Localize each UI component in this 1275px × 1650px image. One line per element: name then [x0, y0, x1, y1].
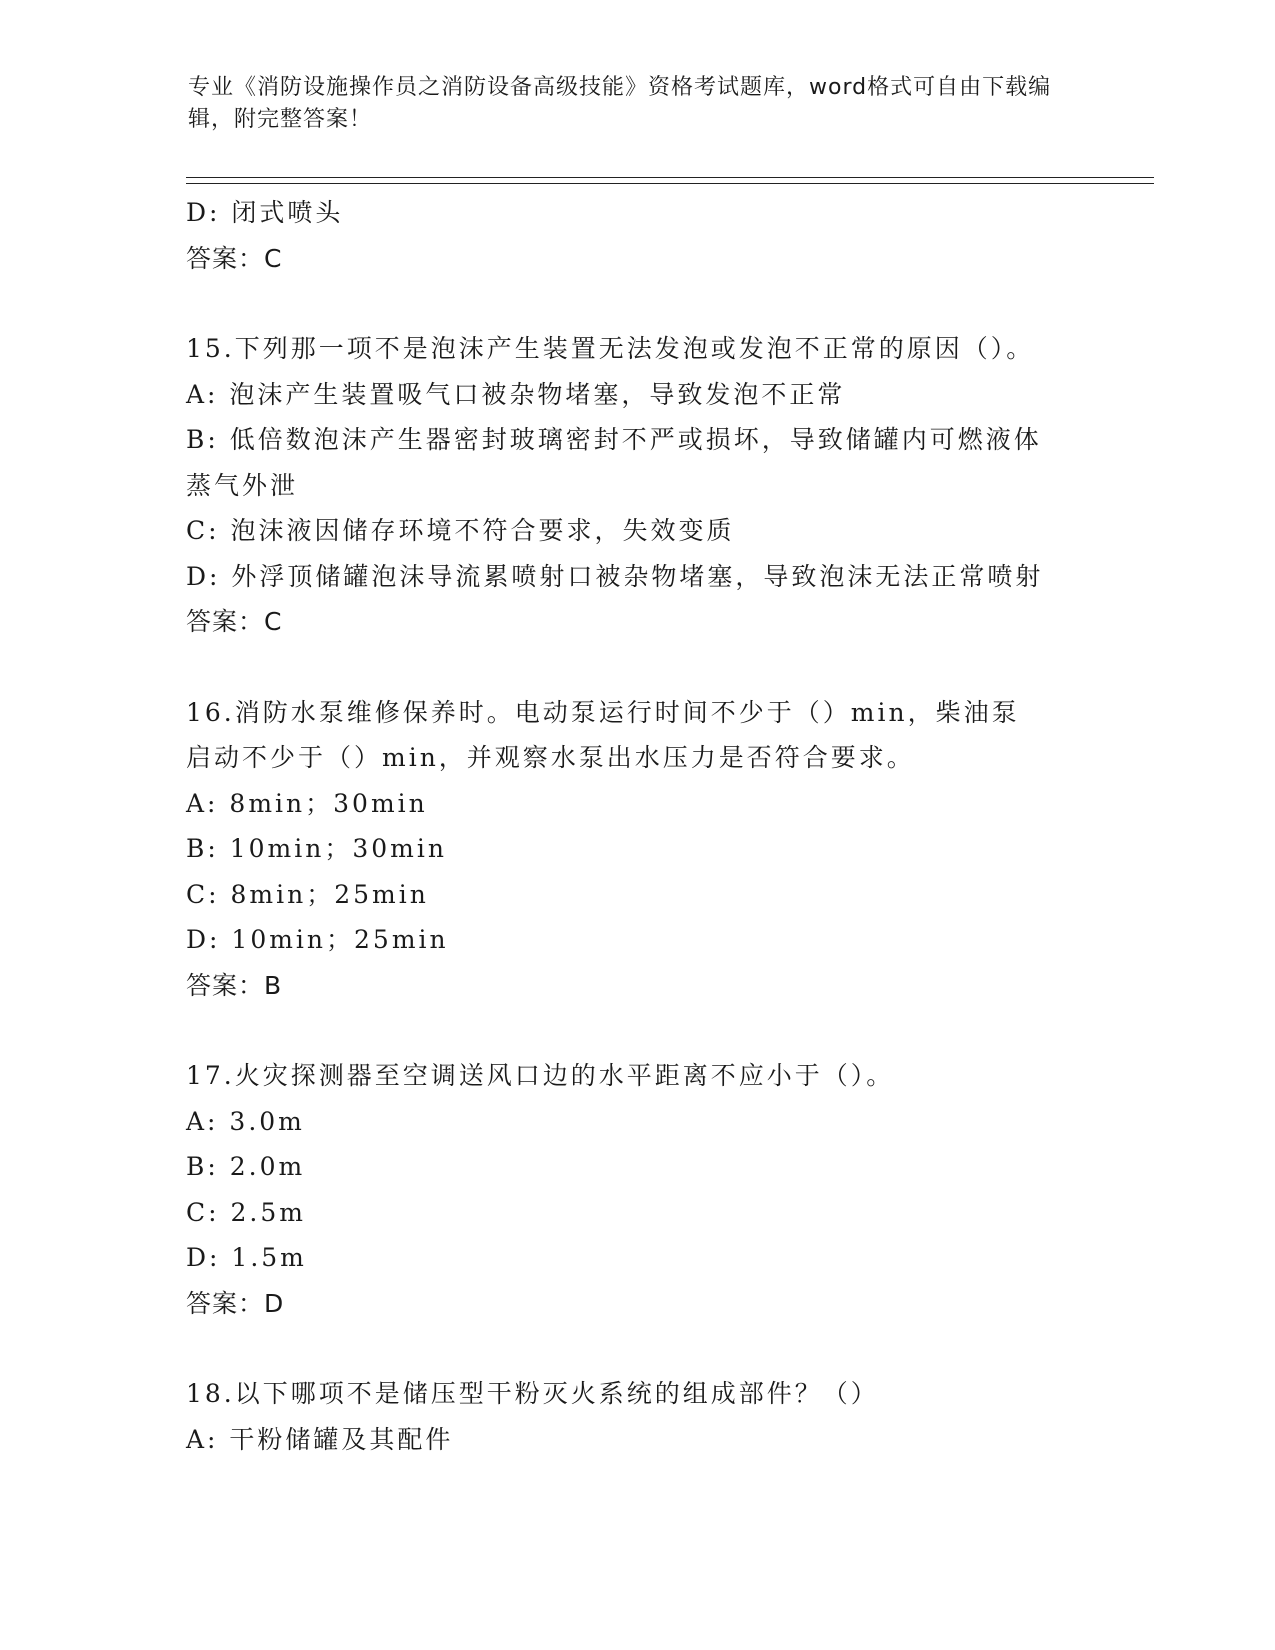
- option-c: C: 2.5m: [186, 1197, 306, 1227]
- question-17: [186, 1053, 1086, 1326]
- header-rule-bottom: [186, 183, 1154, 184]
- option-a: A: 干粉储罐及其配件: [186, 1424, 454, 1454]
- question-15: [186, 326, 1086, 645]
- page-header: 专业《消防设施操作员之消防设备高级技能》资格考试题库，word格式可自由下载编辑，附完整答案！: [188, 75, 1052, 132]
- option-c: C: 8min；25min: [186, 879, 429, 909]
- question-stem: 16.消防水泵维修保养时。电动泵运行时间不少于（）min，柴油泵启动不少于（）min，并观察水泵出水压力是否符合要求。: [186, 697, 1020, 772]
- answer: 答案：D: [186, 1288, 285, 1318]
- header-rule-top: [186, 177, 1154, 178]
- option-d: D: 1.5m: [186, 1243, 307, 1272]
- option-b: B: 2.0m: [186, 1152, 306, 1181]
- question-stem: 18.以下哪项不是储压型干粉灭火系统的组成部件？（）: [186, 1379, 879, 1408]
- option-a: A: 3.0m: [186, 1106, 305, 1136]
- option-a: A: 8min；30min: [186, 788, 428, 818]
- option-d: D: 外浮顶储罐泡沫导流累喷射口被杂物堵塞，导致泡沫无法正常喷射: [186, 561, 1044, 591]
- option-b: B: 10min；30min: [186, 834, 447, 863]
- spacer: [186, 1008, 1086, 1053]
- question-stem: 17.火灾探测器至空调送风口边的水平距离不应小于（）。: [186, 1061, 895, 1090]
- option-d-prev: D: 闭式喷头: [186, 198, 344, 227]
- option-b: B: 低倍数泡沫产生器密封玻璃密封不严或损坏，导致储罐内可燃液体蒸气外泄: [186, 425, 1042, 500]
- question-stem: 15.下列那一项不是泡沫产生装置无法发泡或发泡不正常的原因（）。: [186, 334, 1035, 363]
- question-18: [186, 1371, 1086, 1462]
- spacer: [186, 645, 1086, 690]
- option-a: A: 泡沫产生装置吸气口被杂物堵塞，导致发泡不正常: [186, 379, 846, 409]
- answer: 答案：B: [186, 970, 283, 1000]
- spacer: [186, 1326, 1086, 1371]
- answer-prev: 答案：C: [186, 243, 283, 273]
- option-c: C: 泡沫液因储存环境不符合要求，失效变质: [186, 516, 735, 545]
- option-d: D: 10min；25min: [186, 925, 449, 954]
- question-content: [186, 190, 1086, 1462]
- question-16: [186, 690, 1086, 1009]
- answer: 答案：C: [186, 607, 283, 636]
- spacer: [186, 281, 1086, 326]
